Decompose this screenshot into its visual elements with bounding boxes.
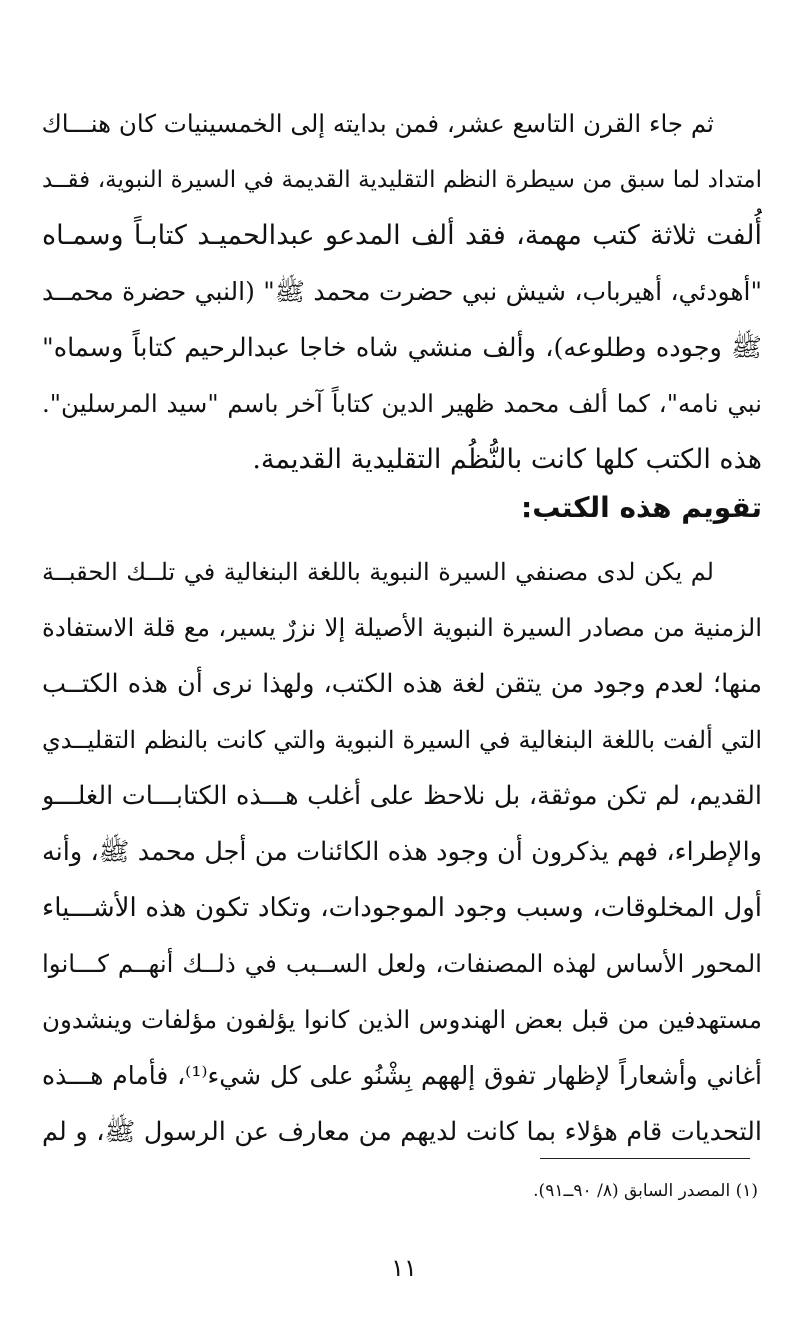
text-line: المحور الأساس لهذه المصنفات، ولعل الســبب في ذلــك أنهــم كـــانوا — [42, 949, 762, 978]
section-heading: تقويم هذه الكتب: — [521, 491, 762, 524]
text-line: ﷺ وجوده وطلوعه)، وألف منشي شاه خاجا عبدالرحيم كتاباً وسماه" — [42, 333, 762, 363]
text-line: أغاني وأشعاراً لإظهار تفوق إلههم بِشْنُو على كل شيء⁽¹⁾، فأمام هـــذه — [42, 1061, 762, 1090]
footnote: (١) المصدر السابق (٨/ ٩٠ــ٩١). — [533, 1181, 758, 1201]
text-line: الزمنية من مصادر السيرة النبوية الأصيلة إلا نزرٌ يسير، مع قلة الاستفادة — [42, 613, 762, 642]
text-line: التي ألفت باللغة البنغالية في السيرة النبوية والتي كانت بالنظم التقليــدي — [42, 726, 762, 754]
text-line: لم يكن لدى مصنفي السيرة النبوية باللغة البنغالية في تلــك الحقبــة — [42, 558, 714, 586]
text-line: منها؛ لعدم وجود من يتقن لغة هذه الكتب، ولهذا نرى أن هذه الكتــب — [42, 669, 762, 699]
text-line: هذه الكتب كلها كانت بالنُّظُم التقليدية القديمة. — [252, 444, 762, 475]
text-line: القديم، لم تكن موثقة، بل نلاحظ على أغلب هـــذه الكتابـــات الغلـــو — [42, 781, 762, 811]
text-line: أول المخلوقات، وسبب وجود الموجودات، وتكاد تكون هذه الأشـــياء — [42, 893, 762, 923]
text-line: أُلفت ثلاثة كتب مهمة، فقد ألف المدعو عبدالحميـد كتابـاً وسمـاه — [42, 220, 762, 251]
text-line: التحديات قام هؤلاء بما كانت لديهم من معارف عن الرسول ﷺ، و لم — [42, 1117, 762, 1147]
paragraph-evaluation — [42, 544, 762, 1160]
text-line: نبي نامه"، كما ألف محمد ظهير الدين كتاباً آخر باسم "سيد المرسلين". — [42, 389, 762, 418]
footnote-divider — [540, 1158, 750, 1159]
page-number: ١١ — [391, 1254, 417, 1282]
text-line: ثم جاء القرن التاسع عشر، فمن بدايته إلى الخمسينيات كان هنـــاك — [42, 109, 714, 138]
text-line: والإطراء، فهم يذكرون أن وجود هذه الكائنات من أجل محمد ﷺ، وأنه — [42, 837, 762, 867]
paragraph-intro — [42, 96, 762, 488]
text-line: مستهدفين من قبل بعض الهندوس الذين كانوا يؤلفون مؤلفات وينشدون — [42, 1005, 762, 1034]
text-line: "أهودئي، أهيرباب، شيش نبي حضرت محمد ﷺ" (النبي حضرة محمــد — [42, 277, 762, 306]
text-line: امتداد لما سبق من سيطرة النظم التقليدية القديمة في السيرة النبوية، فقــد — [42, 167, 762, 193]
